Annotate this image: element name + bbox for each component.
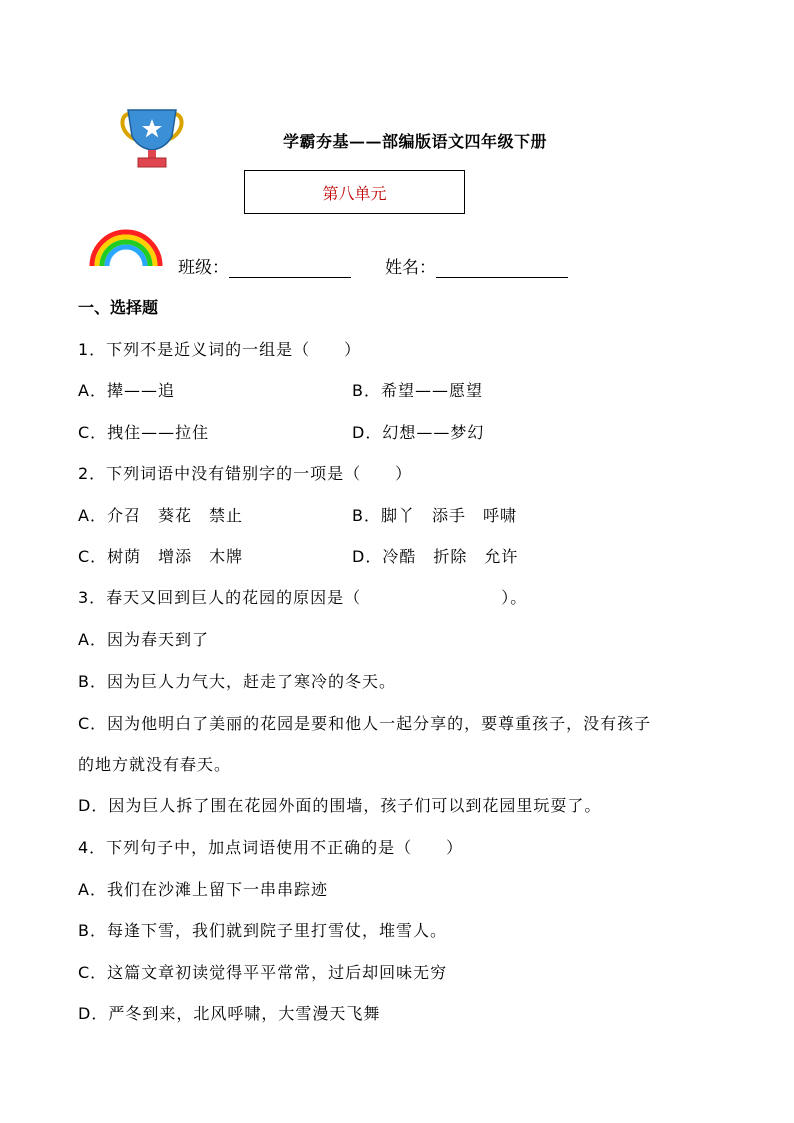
- question-1-option-a: A．撵——追: [78, 381, 175, 400]
- question-1-option-d: D．幻想——梦幻: [352, 423, 485, 442]
- section-title: 一、选择题: [78, 298, 159, 317]
- name-label: 姓名：: [385, 258, 436, 278]
- question-1-option-b: B．希望——愿望: [352, 381, 483, 400]
- question-1-stem: 1．下列不是近义词的一组是（ ）: [78, 340, 362, 359]
- question-3-stem: [78, 585, 527, 608]
- question-2-option-c: C．树荫 增添 木牌: [78, 547, 244, 566]
- question-4-option-a: A．我们在沙滩上留下一串串踪迹: [78, 880, 328, 899]
- question-3-option-d: D．因为巨人拆了围在花园外面的围墙，孩子们可以到花园里玩耍了。: [78, 796, 602, 815]
- question-4-stem: 4．下列句子中，加点词语使用不正确的是（ ）: [78, 838, 464, 857]
- question-2-option-d: D．冷酷 折除 允许: [352, 547, 519, 566]
- name-field: [385, 253, 568, 278]
- name-input-line[interactable]: [436, 257, 568, 278]
- unit-title: 第八单元: [322, 183, 387, 203]
- question-2-option-b: B．脚丫 添手 呼啸: [352, 506, 517, 525]
- question-2-option-a: A．介召 葵花 禁止: [78, 506, 243, 525]
- question-2-stem: 2．下列词语中没有错别字的一项是（ ）: [78, 464, 413, 483]
- question-4-option-d: D．严冬到来，北风呼啸，大雪漫天飞舞: [78, 1004, 381, 1023]
- question-3-option-a: A．因为春天到了: [78, 630, 209, 649]
- question-3-option-c-line2: 的地方就没有春天。: [78, 755, 232, 774]
- class-field: [178, 253, 351, 278]
- class-label: 班级：: [178, 258, 229, 278]
- question-1-option-c: C．拽住——拉住: [78, 423, 210, 442]
- question-3-stem-suffix: ）。: [501, 588, 528, 607]
- question-3-stem-prefix: 3．春天又回到巨人的花园的原因是（: [78, 588, 362, 607]
- question-3-option-c-line1: C．因为他明白了美丽的花园是要和他人一起分享的，要尊重孩子，没有孩子: [78, 714, 652, 733]
- rainbow-icon: [88, 224, 164, 268]
- document-title: 学霸夯基——部编版语文四年级下册: [283, 132, 548, 151]
- question-4-option-c: C．这篇文章初读觉得平平常常，过后却回味无穷: [78, 963, 448, 982]
- trophy-icon: [116, 106, 188, 170]
- question-4-option-b: B．每逢下雪，我们就到院子里打雪仗，堆雪人。: [78, 921, 447, 940]
- class-input-line[interactable]: [229, 257, 351, 278]
- unit-title-box: [244, 170, 465, 214]
- question-3-option-b: B．因为巨人力气大，赶走了寒冷的冬天。: [78, 672, 396, 691]
